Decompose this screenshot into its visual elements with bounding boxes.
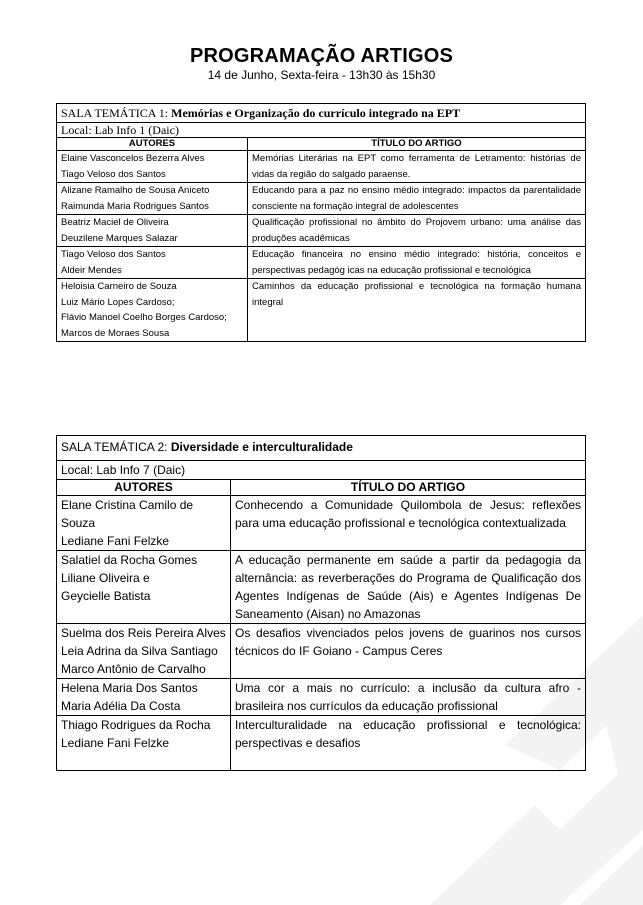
- article-title-cell: Os desafios vivenciados pelos jovens de guarinos nos cursos técnicos do IF Goiano - Campus Ceres: [231, 624, 586, 679]
- author-name: Geycielle Batista: [61, 589, 151, 603]
- column-header-row: [57, 480, 586, 496]
- author-name: Tiago Veloso dos Santos: [61, 249, 166, 260]
- session-table-1: [56, 103, 586, 342]
- table-row: [57, 624, 586, 679]
- author-name: Deuzilene Marques Salazar: [61, 232, 178, 244]
- authors-cell: [57, 247, 248, 279]
- authors-cell: [57, 624, 231, 679]
- column-header-authors: AUTORES: [57, 480, 231, 496]
- session-local: Local: Lab Info 7 (Daic): [57, 461, 586, 480]
- author-name: Lediane Fani Felzke: [61, 534, 170, 548]
- authors-cell: [57, 496, 231, 551]
- table-row: [57, 151, 586, 183]
- authors-cell: [57, 151, 248, 183]
- session-local-row: [57, 123, 586, 138]
- author-name: Suelma dos Reis Pereira Alves: [61, 626, 226, 640]
- author-name: Liliane Oliveira e: [61, 571, 150, 585]
- table-row: [57, 247, 586, 279]
- table-row: [57, 496, 586, 551]
- session-prefix: SALA TEMÁTICA 1:: [61, 106, 169, 120]
- author-name: Alizane Ramalho de Sousa Aniceto: [61, 185, 210, 196]
- article-title-cell: Memórias Literárias na EPT como ferramenta de Letramento: histórias de vidas da região do salgado paraense.: [248, 151, 586, 183]
- session-prefix: SALA TEMÁTICA 2:: [61, 440, 168, 454]
- column-header-row: [57, 138, 586, 151]
- column-header-title: TÍTULO DO ARTIGO: [248, 138, 586, 151]
- author-name: Flávio Manoel Coelho Borges Cardoso;: [61, 312, 227, 323]
- author-name: Elane Cristina Camilo de Souza: [61, 498, 194, 530]
- page-title: PROGRAMAÇÃO ARTIGOS: [189, 45, 454, 67]
- author-name: Leia Adrina da Silva Santiago: [61, 644, 218, 658]
- header: [0, 44, 643, 83]
- author-name: Helena Maria Dos Santos: [61, 681, 198, 695]
- session-title: Memórias e Organização do currículo integrado na EPT: [171, 106, 461, 120]
- column-header-authors: AUTORES: [57, 138, 248, 151]
- author-name: Maria Adélia Da Costa: [61, 699, 181, 713]
- table-row: [57, 279, 586, 342]
- article-title-cell: Conhecendo a Comunidade Quilombola de Jesus: reflexões para uma educação profissional e tecnológica contextualizada: [231, 496, 586, 551]
- author-name: Elaine Vasconcelos Bezerra Alves: [61, 153, 205, 164]
- article-title-cell: Caminhos da educação profissional e tecnológica na formação humana integral: [248, 279, 586, 342]
- article-title-cell: Educando para a paz no ensino médio integrado: impactos da parentalidade consciente na formação integral de adolescentes: [248, 183, 586, 215]
- article-title-cell: Qualificação profissional no âmbito do Projovem urbano: uma análise das produções acadêmicas: [248, 215, 586, 247]
- table-row: [57, 716, 586, 771]
- author-name: Marco Antônio de Carvalho: [61, 662, 206, 676]
- author-name: Beatriz Maciel de Oliveira: [61, 217, 169, 228]
- session-local-row: [57, 461, 586, 480]
- author-name: Luiz Mário Lopes Cardoso;: [61, 296, 175, 308]
- author-name: Thiago Rodrigues da Rocha: [61, 718, 211, 732]
- article-title-cell: Uma cor a mais no currículo: a inclusão da cultura afro - brasileira nos currículos da educação profissional: [231, 679, 586, 716]
- authors-cell: [57, 551, 231, 624]
- table-row: [57, 183, 586, 215]
- session-table-2: [56, 435, 586, 771]
- author-name: Lediane Fani Felzke: [61, 736, 170, 750]
- author-name: Aldeir Mendes: [61, 264, 122, 276]
- author-name: Heloisia Carneiro de Souza: [61, 281, 177, 292]
- author-name: Marcos de Moraes Sousa: [61, 327, 170, 339]
- authors-cell: [57, 183, 248, 215]
- authors-cell: [57, 215, 248, 247]
- authors-cell: [57, 716, 231, 771]
- author-name: Tiago Veloso dos Santos: [61, 168, 166, 180]
- table-row: [57, 679, 586, 716]
- session-title-cell: [57, 436, 586, 461]
- article-title-cell: Educação financeira no ensino médio integrado: história, conceitos e perspectivas pedagóg icas na educação profissional e tecnológica: [248, 247, 586, 279]
- table-row: [57, 215, 586, 247]
- session-title-cell: [57, 104, 586, 123]
- authors-cell: [57, 279, 248, 342]
- page-subtitle: 14 de Junho, Sexta-feira - 13h30 às 15h30: [207, 68, 436, 82]
- session-header-row: [57, 436, 586, 461]
- article-title-cell: A educação permanente em saúde a partir da pedagogia da alternância: as reverberações do Programa de Qualificação dos Agentes Indígenas de Saúde (Ais) e Agentes Indígenas De Saneamento (Aisan) no Amazonas: [231, 551, 586, 624]
- article-title-cell: Interculturalidade na educação profissional e tecnológica: perspectivas e desafios: [231, 716, 586, 771]
- author-name: Salatiel da Rocha Gomes: [61, 553, 198, 567]
- table-row: [57, 551, 586, 624]
- session-header-row: [57, 104, 586, 123]
- author-name: Raimunda Maria Rodrigues Santos: [61, 200, 209, 212]
- column-header-title: TÍTULO DO ARTIGO: [231, 480, 586, 496]
- session-local: Local: Lab Info 1 (Daic): [57, 123, 586, 138]
- session-title: Diversidade e interculturalidade: [170, 440, 353, 454]
- authors-cell: [57, 679, 231, 716]
